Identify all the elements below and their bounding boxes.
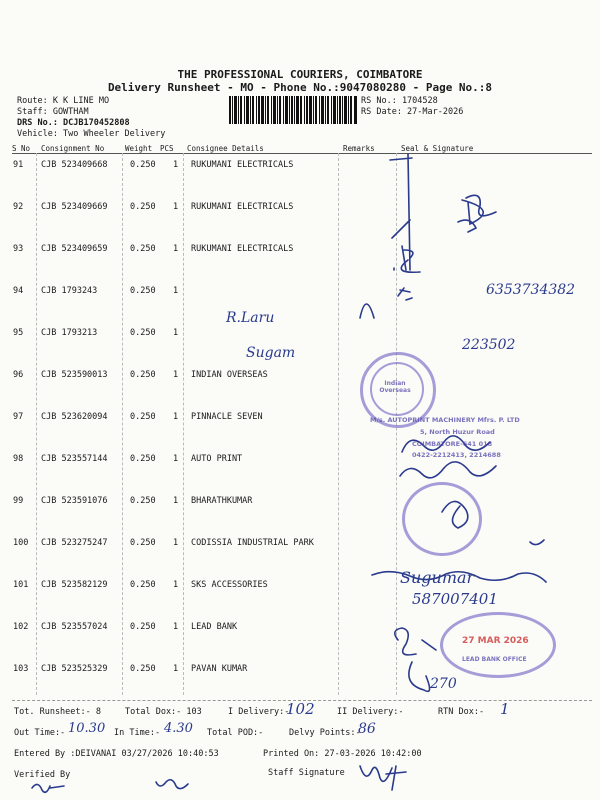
row102-signature: [395, 628, 436, 655]
row-pcs: 1: [173, 664, 179, 674]
row-weight: 0.250: [130, 202, 156, 212]
row-consignee: PAVAN KUMAR: [191, 664, 248, 674]
row-consignment: CJB 523590013: [41, 370, 108, 380]
row-consignment: CJB 523525329: [41, 664, 108, 674]
rs-date: RS Date: 27-Mar-2026: [361, 107, 464, 117]
delvy-points-value: 86: [358, 721, 376, 737]
row94-phone-handwritten: 6353734382: [486, 282, 576, 298]
out-time-value: 10.30: [68, 721, 106, 736]
col-sno: S No: [12, 144, 31, 153]
row98-signature: [400, 462, 496, 478]
staff-signature-label: Staff Signature: [268, 768, 345, 778]
row-weight: 0.250: [130, 286, 156, 296]
col-consignment: Consignment No: [41, 144, 105, 153]
row-weight: 0.250: [130, 454, 156, 464]
row103-number-handwritten: 270: [430, 676, 457, 692]
row-consignment: CJB 523591076: [41, 496, 108, 506]
row-sno: 100: [13, 538, 29, 548]
staff: Staff: GOWTHAM: [17, 107, 89, 117]
row-pcs: 1: [173, 370, 179, 380]
company-title: THE PROFESSIONAL COURIERS, COIMBATORE: [177, 68, 423, 81]
row-weight: 0.250: [130, 244, 156, 254]
row-sno: 98: [13, 454, 24, 464]
row-sno: 97: [13, 412, 24, 422]
col-weight: Weight: [125, 144, 153, 153]
ii-delivery-label: II Delivery:-: [337, 707, 404, 717]
row91-93-signature: [390, 154, 412, 270]
row-consignment: CJB 523409659: [41, 244, 108, 254]
col-signature: Seal & Signature: [401, 144, 474, 153]
row-weight: 0.250: [130, 622, 156, 632]
row-consignment: CJB 523582129: [41, 580, 108, 590]
row-consignee: LEAD BANK: [191, 622, 238, 632]
row-consignee: RUKUMANI ELECTRICALS: [191, 244, 294, 254]
row-weight: 0.250: [130, 664, 156, 674]
tot-runsheet: Tot. Runsheet:- 8: [14, 707, 101, 717]
verified-by-label: Verified By: [14, 770, 71, 780]
row-pcs: 1: [173, 580, 179, 590]
row-pcs: 1: [173, 622, 179, 632]
row95-number-handwritten: 223502: [462, 337, 516, 353]
row-weight: 0.250: [130, 496, 156, 506]
verifier-initials: [156, 780, 188, 789]
staff-signature: [360, 766, 406, 790]
row-pcs: 1: [173, 160, 179, 170]
row-consignee: BHARATHKUMAR: [191, 496, 253, 506]
footer-signatures: [20, 760, 420, 800]
total-pod-label: Total POD:-: [207, 728, 264, 738]
row-pcs: 1: [173, 202, 179, 212]
indian-overseas-seal-text: Indian Overseas: [379, 380, 411, 394]
row-pcs: 1: [173, 328, 179, 338]
codissia-seal: [402, 482, 482, 556]
row-consignment: CJB 523620094: [41, 412, 108, 422]
delvy-points-label: Delvy Points:-: [289, 728, 361, 738]
company-stamp-line2: 5, North Huzur Road: [420, 428, 495, 436]
entered-by: Entered By :DEIVANAI 03/27/2026 10:40:53: [14, 749, 219, 759]
col-remarks: Remarks: [343, 144, 375, 153]
i-delivery-value: 102: [286, 700, 315, 718]
lead-bank-date: 27 MAR 2026: [462, 636, 529, 646]
in-time-label: In Time:-: [114, 728, 161, 738]
col-consignee: Consignee Details: [187, 144, 264, 153]
row-weight: 0.250: [130, 538, 156, 548]
row-consignee: RUKUMANI ELECTRICALS: [191, 160, 294, 170]
in-time-value: 4.30: [164, 721, 193, 736]
row-consignee: PINNACLE SEVEN: [191, 412, 263, 422]
runsheet-subtitle: Delivery Runsheet - MO - Phone No.:9047080280 - Page No.:8: [107, 81, 493, 94]
drs-number: DRS No.: DCJB170452808: [17, 118, 130, 128]
row-sno: 99: [13, 496, 24, 506]
row-consignee: SKS ACCESSORIES: [191, 580, 268, 590]
row-pcs: 1: [173, 286, 179, 296]
row-sno: 91: [13, 160, 24, 170]
row-pcs: 1: [173, 412, 179, 422]
row-consignee: AUTO PRINT: [191, 454, 243, 464]
row-sno: 101: [13, 580, 29, 590]
row-consignment: CJB 1793213: [41, 328, 98, 338]
row-consignment: CJB 523557024: [41, 622, 108, 632]
company-stamp-line1: M/s. AUTOPRINT MACHINERY Mfrs. P. LTD: [370, 416, 520, 424]
rs-number: RS No.: 1704528: [361, 96, 438, 106]
row-pcs: 1: [173, 454, 179, 464]
lead-bank-name: LEAD BANK OFFICE: [462, 656, 527, 663]
row-consignee: RUKUMANI ELECTRICALS: [191, 202, 294, 212]
row103-signature: [409, 662, 430, 691]
row-consignment: CJB 1793243: [41, 286, 98, 296]
route: Route: K K LINE MO: [17, 96, 110, 106]
row-weight: 0.250: [130, 328, 156, 338]
row-weight: 0.250: [130, 160, 156, 170]
row-weight: 0.250: [130, 370, 156, 380]
barcode: [229, 96, 357, 124]
row-consignment: CJB 523409669: [41, 202, 108, 212]
row-consignee: CODISSIA INDUSTRIAL PARK: [191, 538, 314, 548]
col-pcs: PCS: [160, 144, 174, 153]
row101-number-handwritten: 587007401: [412, 590, 498, 608]
row-sno: 92: [13, 202, 24, 212]
row-weight: 0.250: [130, 412, 156, 422]
row-sno: 95: [13, 328, 24, 338]
row-sno: 103: [13, 664, 29, 674]
vehicle: Vehicle: Two Wheeler Delivery: [17, 129, 166, 139]
row101-name-handwritten: Sugumar: [400, 568, 475, 587]
row95-name-handwritten: R.Laru: [226, 310, 275, 326]
rtn-dox-label: RTN Dox:-: [438, 707, 485, 717]
row-sno: 94: [13, 286, 24, 296]
company-stamp-line4: 0422-2212413, 2214688: [412, 451, 501, 459]
verified-by-signature: [32, 784, 64, 792]
row-consignee: INDIAN OVERSEAS: [191, 370, 268, 380]
row-weight: 0.250: [130, 580, 156, 590]
row-pcs: 1: [173, 538, 179, 548]
row-consignment: CJB 523557144: [41, 454, 108, 464]
row-consignment: CJB 523409668: [41, 160, 108, 170]
rtn-dox-value: 1: [500, 700, 510, 718]
printed-on: Printed On: 27-03-2026 10:42:00: [263, 749, 422, 759]
row-pcs: 1: [173, 244, 179, 254]
row-pcs: 1: [173, 496, 179, 506]
row-sno: 102: [13, 622, 29, 632]
i-delivery-label: I Delivery:-: [228, 707, 290, 717]
row-sno: 96: [13, 370, 24, 380]
company-stamp-line3: COIMBATORE-641 018: [412, 440, 493, 448]
row95-name2-handwritten: Sugam: [246, 345, 296, 361]
row-sno: 93: [13, 244, 24, 254]
total-dox: Total Dox:- 103: [125, 707, 202, 717]
out-time-label: Out Time:-: [14, 728, 66, 738]
row-consignment: CJB 523275247: [41, 538, 108, 548]
